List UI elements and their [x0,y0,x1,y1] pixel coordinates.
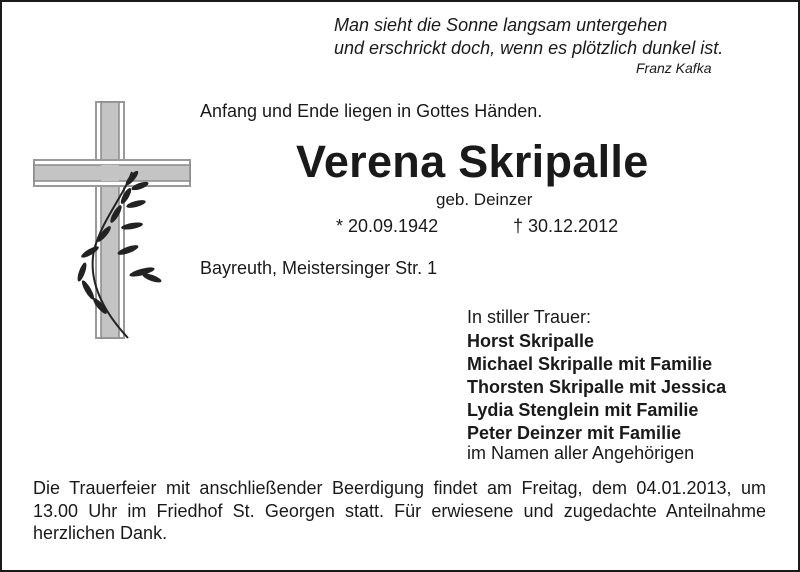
deceased-name: Verena Skripalle [296,136,649,187]
mourner-name: Michael Skripalle mit Familie [467,354,713,374]
birth-date: * 20.09.1942 [336,216,439,236]
mourning-label: In stiller Trauer: [467,307,592,327]
closing-paragraph: Die Trauerfeier mit anschließender Beerdigung findet am Freitag, dem 04.01.2013, um 13.00 Uhr im Friedhof St. Georgen statt. Für erwiesene und zugedachte Anteilnahme herzlichen Dank. [33,478,766,543]
quote-author: Franz Kafka [636,60,712,76]
mourner-name: Thorsten Skripalle mit Jessica [467,377,727,397]
intro-text: Anfang und Ende liegen in Gottes Händen. [200,101,543,121]
mourner-name: Peter Deinzer mit Familie [467,423,682,443]
mourner-name: Lydia Stenglein mit Familie [467,400,699,420]
mourner-name: Horst Skripalle [467,331,595,351]
address: Bayreuth, Meistersinger Str. 1 [200,258,438,278]
mourners-list [467,330,726,445]
quote-line-1: Man sieht die Sonne langsam untergehen [334,15,668,35]
maiden-name: geb. Deinzer [436,190,533,209]
mourning-footer: im Namen aller Angehörigen [467,443,695,463]
death-date: † 30.12.2012 [513,216,619,236]
quote [334,14,723,60]
quote-line-2: und erschrickt doch, wenn es plötzlich dunkel ist. [334,38,724,58]
cross-with-palm-branch-icon [32,100,192,340]
